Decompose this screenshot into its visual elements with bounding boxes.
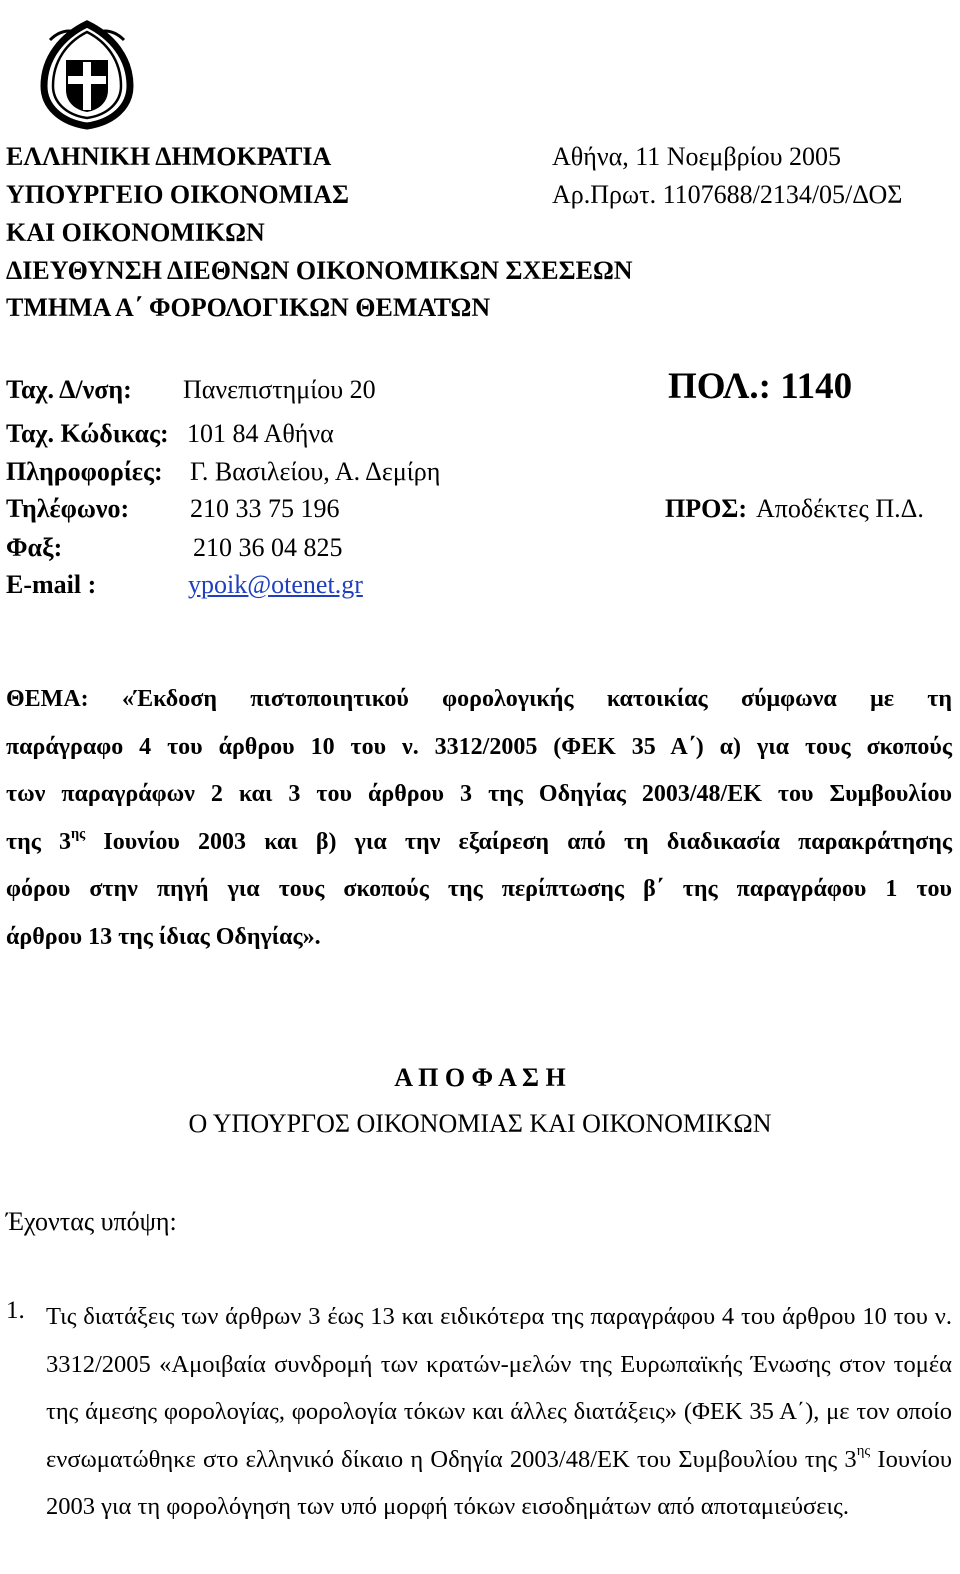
fax-label: Φαξ:	[6, 533, 63, 562]
protocol-number: Αρ.Πρωτ. 1107688/2134/05/ΔΟΣ	[552, 180, 903, 209]
email-label: E-mail :	[6, 570, 97, 599]
address-value: Πανεπιστημίου 20	[183, 375, 376, 404]
phone-value: 210 33 75 196	[190, 494, 340, 523]
greek-state-emblem-icon	[22, 18, 152, 130]
to-label: ΠΡΟΣ:	[665, 494, 747, 523]
header-line-ministry: ΥΠΟΥΡΓΕΙΟ ΟΙΚΟΝΟΜΙΑΣ	[6, 180, 350, 209]
minister-title: Ο ΥΠΟΥΡΓΟΣ ΟΙΚΟΝΟΜΙΑΣ ΚΑΙ ΟΙΚΟΝΟΜΙΚΩΝ	[188, 1109, 772, 1138]
subject-text: Ιουνίου 2003 και β) για την εξαίρεση από τη διαδικασία παρακράτησης	[85, 828, 952, 855]
to-value: Αποδέκτες Π.Δ.	[756, 494, 924, 523]
header-line-ministry-cont: ΚΑΙ ΟΙΚΟΝΟΜΙΚΩΝ	[6, 218, 265, 247]
list-item-text-part: Τις διατάξεις των άρθρων 3 έως 13 και ειδικότερα της παραγράφου 4 του άρθρου 10 του ν. 3312/2005 «Αμοιβαία συνδρομή των κρατών-μελών της Ευρωπαϊκής Ένωσης στον τομέα της άμεσης φορολογίας, φορολογία τόκων και άλλες διατάξεις» (ΦΕΚ 35 Α΄), με τον οποίο ενσωματώθηκε στο ελληνικό δίκαιο η Οδηγία 2003/48/ΕΚ του Συμβουλίου της 3	[46, 1303, 952, 1473]
subject-text: της 3	[6, 828, 71, 855]
subject-line: ΘΕΜΑ: «Έκδοση πιστοποιητικού φορολογικής κατοικίας σύμφωνα με τη	[6, 686, 952, 712]
ordinal-suffix: ης	[71, 825, 86, 842]
header-line-department: ΤΜΗΜΑ Α΄ ΦΟΡΟΛΟΓΙΚΩΝ ΘΕΜΑΤΩΝ	[6, 293, 491, 322]
header-line-directorate: ΔΙΕΥΘΥΝΣΗ ΔΙΕΘΝΩΝ ΟΙΚΟΝΟΜΙΚΩΝ ΣΧΕΣΕΩΝ	[6, 256, 633, 285]
info-value: Γ. Βασιλείου, Α. Δεμίρη	[190, 457, 441, 486]
fax-value: 210 36 04 825	[193, 533, 343, 562]
postcode-label: Ταχ. Κώδικας:	[6, 419, 169, 448]
ordinal-suffix: ης	[856, 1443, 871, 1460]
info-label: Πληροφορίες:	[6, 457, 163, 486]
phone-label: Τηλέφωνο:	[6, 494, 130, 523]
subject-line: των παραγράφων 2 και 3 του άρθρου 3 της Οδηγίας 2003/48/ΕΚ του Συμβουλίου	[6, 781, 952, 807]
header-line-republic: ΕΛΛΗΝΙΚΗ ΔΗΜΟΚΡΑΤΙΑ	[6, 142, 332, 171]
postcode-value: 101 84 Αθήνα	[187, 419, 334, 448]
subject-line: φόρου στην πηγή για τους σκοπούς της περίπτωσης β΄ της παραγράφου 1 του	[6, 876, 952, 902]
list-item-text	[46, 1293, 952, 1531]
email-link[interactable]: ypoik@otenet.gr	[188, 570, 363, 599]
list-item-text-part: Ιουνίου 2003 για τη φορολόγηση των υπό μορφή τόκων εισοδημάτων από αποταμιεύσεις.	[46, 1445, 953, 1520]
considering-heading: Έχοντας υπόψη:	[6, 1207, 177, 1236]
document-date: Αθήνα, 11 Νοεμβρίου 2005	[552, 142, 841, 171]
subject-line: άρθρου 13 της ίδιας Οδηγίας».	[6, 923, 321, 950]
subject-paragraph	[6, 676, 952, 961]
decision-title: Α Π Ο Φ Α Σ Η	[394, 1063, 566, 1092]
subject-line	[6, 819, 952, 867]
list-item-number: 1.	[6, 1297, 25, 1324]
subject-line: παράγραφο 4 του άρθρου 10 του ν. 3312/2005 (ΦΕΚ 35 Α΄) α) για τους σκοπούς	[6, 733, 952, 760]
pol-number: ΠΟΛ.: 1140	[668, 366, 853, 407]
address-label: Ταχ. Δ/νση:	[6, 375, 132, 404]
